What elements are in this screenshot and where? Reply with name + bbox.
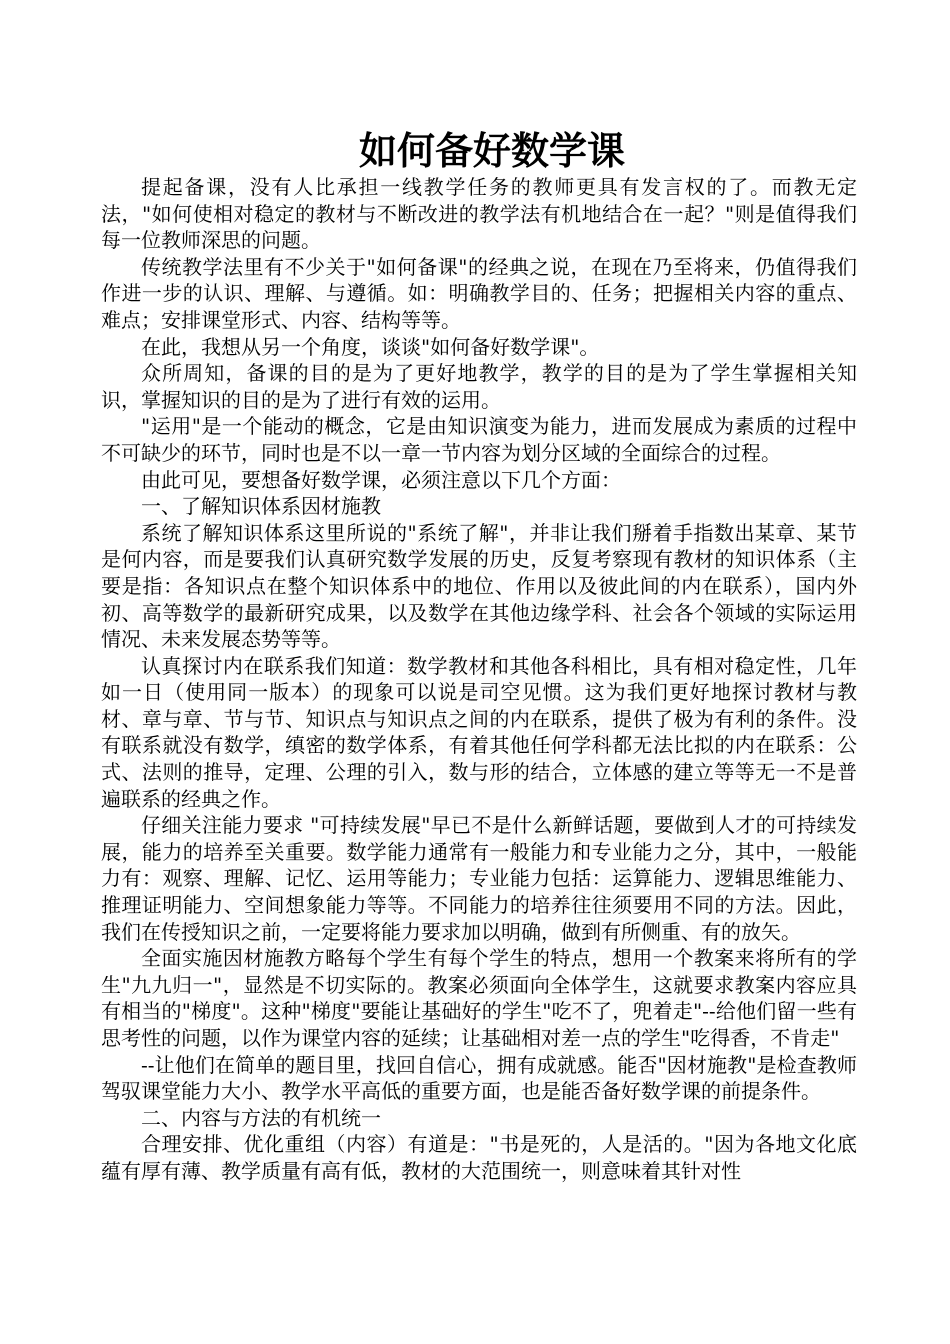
- document-title: 如何备好数学课: [358, 128, 625, 173]
- document-body: [101, 174, 857, 1185]
- paragraph: "运用"是一个能动的概念，它是由知识演变为能力，进而发展成为素质的过程中不可缺少的环节，同时也是不以一章一节内容为划分区域的全面综合的过程。: [101, 414, 857, 465]
- paragraph: 认真探讨内在联系我们知道：数学教材和其他各科相比，具有相对稳定性，几年如一日（使用同一版本）的现象可以说是司空见惯。这为我们更好地探讨教材与教材、章与章、节与节、知识点与知识点之间的内在联系，提供了极为有利的条件。没有联系就没有数学，缜密的数学体系，有着其他任何学科都无法比拟的内在联系：公式、法则的推导，定理、公理的引入，数与形的结合，立体感的建立等等无一不是普遍联系的经典之作。: [101, 653, 857, 811]
- paragraph: 合理安排、优化重组（内容）有道是："书是死的，人是活的。"因为各地文化底蕴有厚有薄、教学质量有高有低，教材的大范围统一，则意味着其针对性: [101, 1132, 857, 1183]
- paragraph: 在此，我想从另一个角度，谈谈"如何备好数学课"。: [141, 334, 600, 359]
- section-heading: 一、了解知识体系因材施教: [141, 494, 381, 519]
- paragraph: 由此可见，要想备好数学课，必须注意以下几个方面：: [141, 467, 621, 492]
- paragraph: 系统了解知识体系这里所说的"系统了解"，并非让我们掰着手指数出某章、某节是何内容，而是要我们认真研究数学发展的历史，反复考察现有教材的知识体系（主要是指：各知识点在整个知识体系中的地位、作用以及彼此间的内在联系），国内外初、高等数学的最新研究成果，以及数学在其他边缘学科、社会各个领域的实际运用情况、未来发展态势等等。: [101, 520, 857, 652]
- section-heading: 二、内容与方法的有机统一: [141, 1105, 381, 1130]
- paragraph: 提起备课，没有人比承担一线教学任务的教师更具有发言权的了。而教无定法，"如何使相对稳定的教材与不断改进的教学法有机地结合在一起？"则是值得我们每一位教师深思的问题。: [101, 175, 857, 253]
- paragraph: 众所周知，备课的目的是为了更好地教学，教学的目的是为了学生掌握相关知识，掌握知识的目的是为了进行有效的运用。: [101, 361, 857, 412]
- paragraph: --让他们在简单的题目里，找回自信心，拥有成就感。能否"因材施教"是检查教师驾驭课堂能力大小、教学水平高低的重要方面，也是能否备好数学课的前提条件。: [101, 1052, 857, 1104]
- paragraph: 仔细关注能力要求 "可持续发展"早已不是什么新鲜话题，要做到人才的可持续发展，能力的培养至关重要。数学能力通常有一般能力和专业能力之分，其中，一般能力有：观察、理解、记忆、运用等能力；专业能力包括：运算能力、逻辑思维能力、推理证明能力、空间想象能力等等。不同能力的培养往往须要用不同的方法。因此，我们在传授知识之前，一定要将能力要求加以明确，做到有所侧重、有的放矢。: [101, 813, 857, 944]
- paragraph: 全面实施因材施教方略每个学生有每个学生的特点，想用一个教案来将所有的学生"九九归一"，显然是不切实际的。教案必须面向全体学生，这就要求教案内容应具有相当的"梯度"。这种"梯度"要能让基础好的学生"吃不了，兜着走"--给他们留一些有思考性的问题，以作为课堂内容的延续；让基础相对差一点的学生"吃得香，不肯走": [101, 946, 857, 1050]
- paragraph: 传统教学法里有不少关于"如何备课"的经典之说，在现在乃至将来，仍值得我们作进一步的认识、理解、与遵循。如：明确教学目的、任务；把握相关内容的重点、难点；安排课堂形式、内容、结构等等。: [101, 254, 857, 332]
